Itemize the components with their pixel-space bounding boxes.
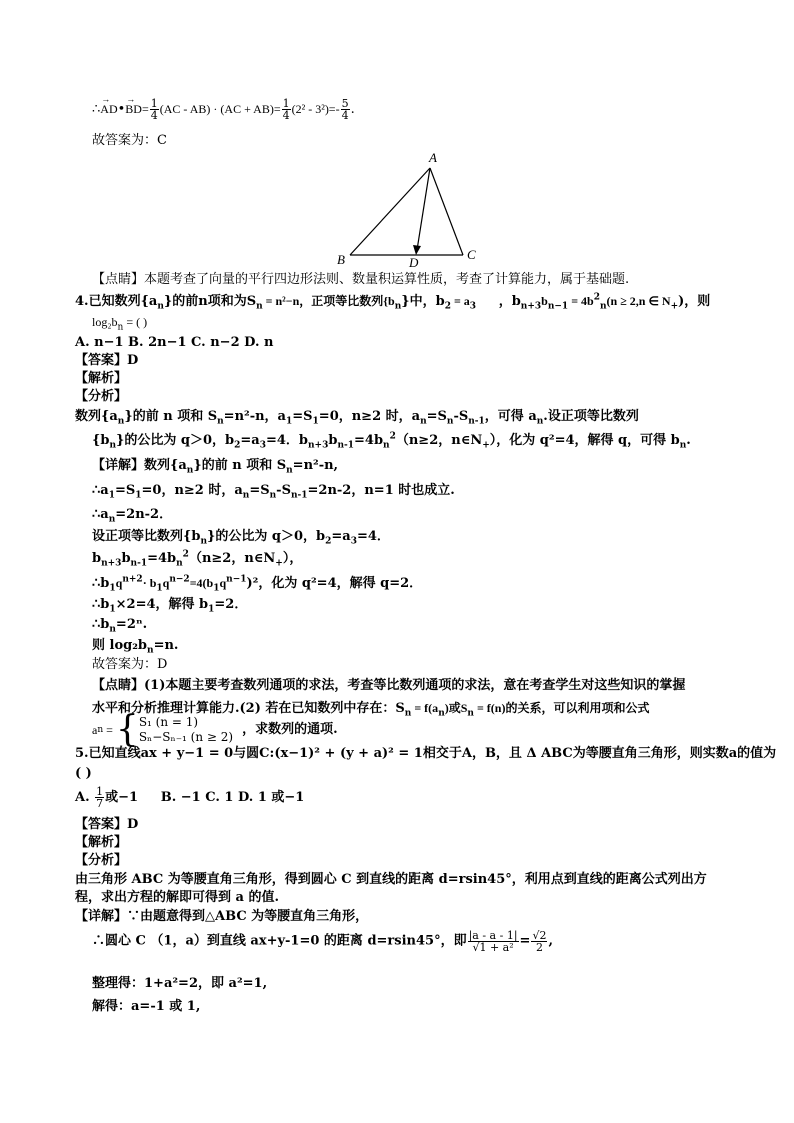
analysis-line-2: $\{b_n\}$的公比为 q＞0，$b_2=a_3=4$．$b_{n+3}b_{n-1}=4b_n^2(n\ge 2$，$n\in N_+$），化为 q²=4，解得 q，可得 $b_n$. <box>92 431 691 451</box>
vector-bd: → BD <box>125 100 142 118</box>
fraction: $\frac{5}{4}$ <box>341 97 349 122</box>
analysis-line-2: 程，求出方程的解即可得到 a 的值. <box>75 890 280 905</box>
analysis-tag: 【解析】 <box>75 371 128 386</box>
detail-line-6: $\therefore b_1q^{n+2}\cdot b_1q^{n-2}=4(b_1q^{n-1})^2$，化为 q²=4，解得 q=2． <box>92 574 423 594</box>
analysis-line-1: 数列$\{a_n\}$的前 n 项和 $S_n=n^2-n$，$a_1=S_1=0$，n≥2 时，$a_n=S_n-S_{n-1}$，可得 $a_n$.设正项等比数列 <box>75 409 639 427</box>
detail-line-9: 则 $\log_2b_n=n$. <box>92 638 179 656</box>
comment-line: 【点睛】本题考查了向量的平行四边形法则、数量积运算性质，考查了计算能力，属于基础题. <box>92 272 630 287</box>
detail-line-2: ∴圆心 C （1，a）到直线 ax+y-1=0 的距离 d=rsin45°，即 $\frac{|a - a - 1|}{\text{√1 + a²}}$ = $\frac{√2}{2}$ , <box>92 929 553 954</box>
analysis-line-1: 由三角形 ABC 为等腰直角三角形，得到圆心 C 到直线的距离 d=rsin45°，利用点到直线的距离公式列出方 <box>75 872 707 887</box>
detail-answer: 故答案为：D <box>92 657 168 672</box>
detail-line-4: 设正项等比数列$\{b_n\}$的公比为 q＞0，$b_2=a_3=4$． <box>92 529 390 547</box>
comment-line-1: 【点睛】(1)本题主要考查数列通项的求法，考查等比数列通项的求法，意在考查学生对这些知识的掌握 <box>92 678 686 693</box>
vector-equation-line: ∴→ AD•→ BD= $\frac{1}{4}$ (AC - AB) · (AC + AB)= $\frac{1}{4}$ (2² - 3²)=- $\frac{5}{4}$ . <box>92 98 355 121</box>
label-b: B <box>337 252 345 267</box>
piecewise-formula: an = { S₁ (n = 1) Sₙ−Sₙ₋₁ (n ≥ 2) ，求数列的通项. <box>92 709 338 750</box>
cases: S₁ (n = 1) Sₙ−Sₙ₋₁ (n ≥ 2) <box>138 715 234 744</box>
question-5-stem-cont: ( ) <box>75 766 92 781</box>
detail-line-3: $\therefore a_n=2n-2$． <box>92 507 173 525</box>
analysis-tag: 【解析】 <box>75 835 128 850</box>
answer-line: 故答案为：C <box>92 133 167 148</box>
question-4-stem-cont: $\log_2b_n$ = ( ) <box>92 315 148 333</box>
detail-line-3: 整理得：1+a²=2，即 a²=1, <box>92 976 268 991</box>
label-c: C <box>467 247 476 262</box>
detail-line-7: $\therefore b_1\times 2=4$，解得 $b_1=2$． <box>92 597 248 615</box>
question-5-options: A. $\frac{1}{7}$ 或−1 B. −1 C. 1 D. 1 或−1 <box>75 785 305 810</box>
fraction: $\frac{1}{4}$ <box>150 97 158 122</box>
detail-line-8: $\therefore b_n=2^n$. <box>92 617 148 635</box>
fenxi-tag: 【分析】 <box>75 853 128 868</box>
detail-line-1: 【详解】数列$\{a_n\}$的前 n 项和 $S_n=n^2-n$, <box>92 458 339 476</box>
question-4-stem: 4.已知数列$\{a_n\}$的前n项和为$S_n = n^2-n$，正项等比数列$\{b_n\}$中，$b_2 = a_3$ ，$b_{n+3}b_{n-1} = 4b^2_n(n \ge 2,n$ ∈ $N_+$)，则 <box>75 292 711 312</box>
fraction: $\frac{1}{7}$ <box>96 785 104 810</box>
question-4-options: A. n−1 B. 2n−1 C. n−2 D. n <box>75 335 274 350</box>
detail-line-5: $b_{n+3}b_{n-1}=4b_n^2(n\ge 2$，$n\in N_+$）， <box>92 549 303 569</box>
answer-tag: 【答案】D <box>75 353 139 368</box>
detail-line-4: 解得：a=-1 或 1, <box>92 999 201 1014</box>
fenxi-tag: 【分析】 <box>75 389 128 404</box>
comment-line-2: 水平和分析推理计算能力.(2) 若在已知数列中存在：$S_n = f(a_n)$或$S_n = f(n)$的关系，可以利用项和公式 <box>92 701 650 719</box>
side-ac <box>430 168 463 255</box>
detail-line-1: 【详解】∵由题意得到△ABC 为等腰直角三角形， <box>75 909 369 924</box>
label-a: A <box>429 150 437 165</box>
vector-ad: → AD <box>100 100 117 118</box>
label-d: D <box>409 255 419 268</box>
fraction: $\frac{1}{4}$ <box>282 97 290 122</box>
fraction: $\frac{√2}{2}$ <box>532 929 547 954</box>
arrowhead <box>413 245 421 255</box>
question-5-stem: 5.已知直线ax + y−1 = 0与圆C:(x−1)² + (y + a)² = 1相交于A，B，且 Δ ABC为等腰直角三角形，则实数a的值为 <box>75 746 777 761</box>
triangle-figure <box>330 150 490 268</box>
detail-line-2: $\therefore a_1=S_1=0$，n≥2 时，$a_n=S_n-S_{n-1}=2n-2$，n=1 时也成立. <box>92 483 455 501</box>
distance-fraction: $\frac{|a - a - 1|}{\text{√1 + a²}}$ <box>468 929 518 954</box>
answer-tag: 【答案】D <box>75 817 139 832</box>
left-brace: { <box>115 709 139 750</box>
